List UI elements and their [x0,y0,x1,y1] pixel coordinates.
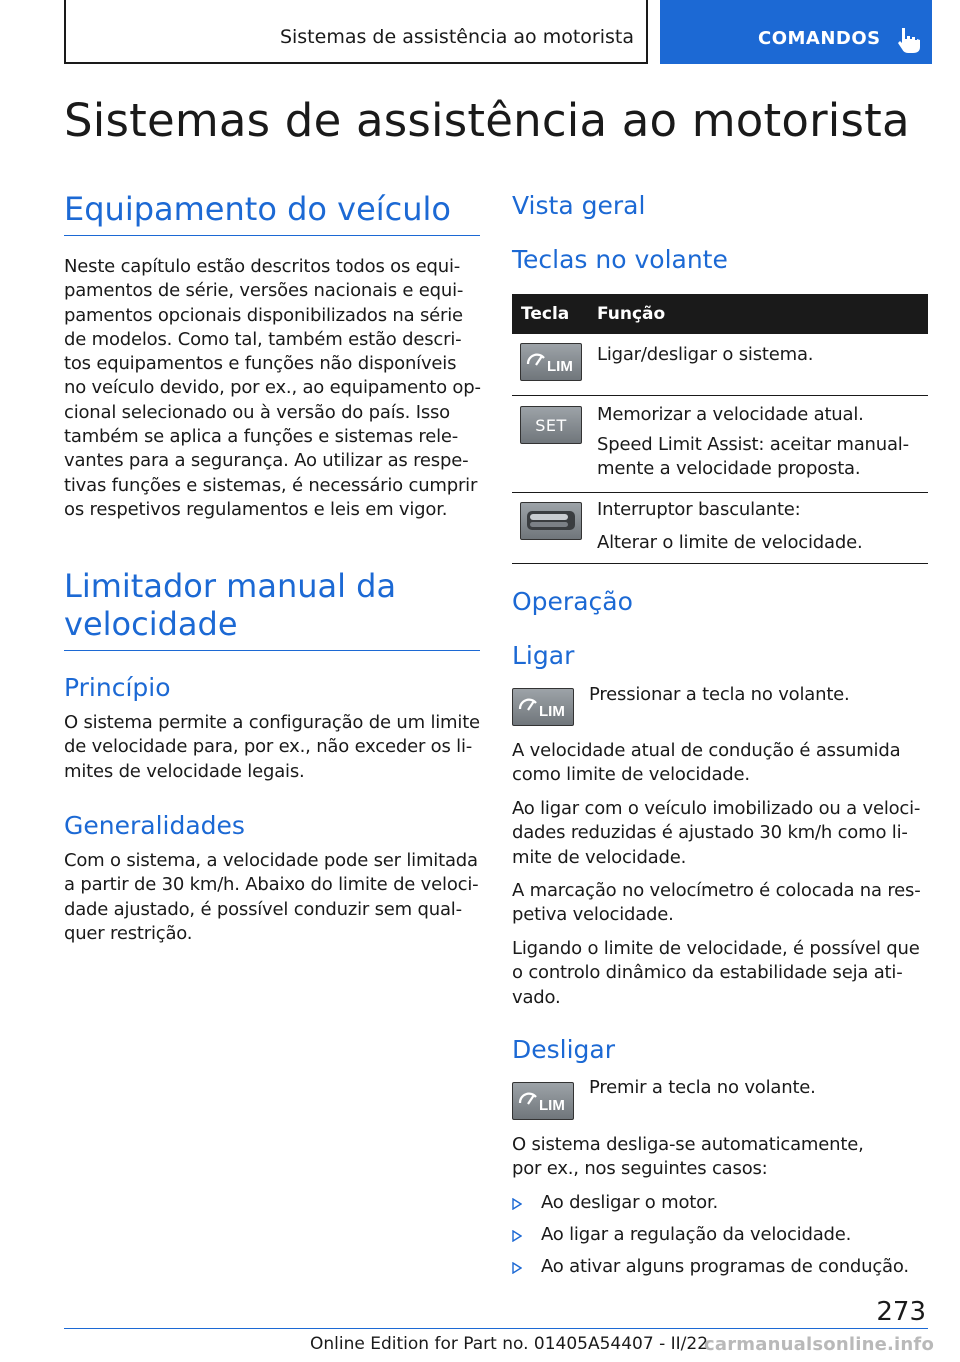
limiter-heading: Limitador manual da velocidade [64,567,397,643]
pointing-hand-icon [896,26,922,54]
off-key-text: Premir a tecla no volante. [589,1077,816,1098]
on-heading: Ligar [512,641,575,670]
triangle-bullet-icon [512,1198,522,1210]
header-chapter-tab[interactable] [660,0,932,64]
table-row [512,334,928,396]
svg-text:LIM: LIM [539,1097,565,1114]
table-row [512,395,928,493]
table-function-detail: Alterar o limite de velocidade. [597,532,863,553]
off-heading: Desligar [512,1035,616,1064]
triangle-bullet-icon [512,1262,522,1274]
watermark: carmanualsonline.info [704,1334,935,1355]
footer-divider [64,1328,928,1329]
svg-text:LIM: LIM [547,358,573,375]
lim-button-icon [512,688,574,726]
list-item-text: Ao desligar o motor. [541,1192,719,1213]
header-section-box [64,0,648,64]
limiter-divider [64,650,480,651]
principle-text: O sistema permite a configuração de um limite de velocidade para, por ex., não exceder os li- mites de velocidade legais. [64,712,480,782]
table-row [512,492,928,564]
lim-button-icon [512,1082,574,1120]
off-paragraph: O sistema desliga-se automaticamente, por ex., nos seguintes casos: [512,1134,864,1180]
general-text: Com o sistema, a velocidade pode ser limitada a partir de 30 km/h. Abaixo do limite de veloci- dade ajustado, é possível conduzir sem qual- quer restrição. [64,850,479,944]
wheel-keys-heading: Teclas no volante [512,245,728,274]
table-col-key: Tecla [521,304,570,324]
overview-heading: Vista geral [512,191,646,220]
header-section-title: Sistemas de assistência ao motorista [279,26,634,48]
principle-heading: Princípio [64,673,171,702]
table-function-detail: Speed Limit Assist: aceitar manual- mente a velocidade proposta. [597,434,909,480]
footer-edition: Online Edition for Part no. 01405A54407 - II/22 [310,1334,709,1354]
table-col-function: Função [597,304,666,324]
set-button-label: SET [535,416,567,435]
svg-text:LIM: LIM [539,703,565,720]
list-item-text: Ao ativar alguns programas de condução. [541,1256,909,1277]
equipment-text: Neste capítulo estão descritos todos os equi- pamentos de série, versões nacionais e equi- pamentos opcionais disponibilizados na série de modelos. Como tal, também estão descri- tos equipamentos e funções não disponíveis no veículo devido, por ex., ao equipamento op- cional selecionado ou à versão do país. Isso também se aplica a funções e sistemas rele- vantes para a segurança. Ao utilizar as respe- tivas funções e sistemas, é necessário cumprir os respetivos regulamentos e leis em vigor. [64,256,481,520]
set-button-icon [520,406,582,444]
header-chapter-label: COMANDOS [758,28,881,49]
table-function: Interruptor basculante: [597,499,801,520]
page-title: Sistemas de assistência ao motorista [64,94,910,147]
table-function: Ligar/desligar o sistema. [597,344,814,365]
general-heading: Generalidades [64,811,245,840]
list-item-text: Ao ligar a regulação da velocidade. [541,1224,852,1245]
lim-button-icon [520,343,582,381]
on-paragraph: A velocidade atual de condução é assumida como limite de velocidade. [512,740,901,786]
on-paragraph: Ao ligar com o veículo imobilizado ou a veloci- dades reduzidas é ajustado 30 km/h como li- mite de velocidade. [512,798,921,868]
on-key-text: Pressionar a tecla no volante. [589,684,850,705]
equipment-divider [64,235,480,236]
operation-heading: Operação [512,587,633,616]
equipment-heading: Equipamento do veículo [64,190,451,228]
page-number: 273 [876,1297,926,1327]
table-function: Memorizar a velocidade atual. [597,404,864,425]
on-paragraph: Ligando o limite de velocidade, é possível que o controlo dinâmico da estabilidade seja ati- vado. [512,938,920,1008]
on-paragraph: A marcação no velocímetro é colocada na res- petiva velocidade. [512,880,921,926]
table-header [512,294,928,334]
triangle-bullet-icon [512,1230,522,1242]
rocker-switch-icon [520,502,582,540]
